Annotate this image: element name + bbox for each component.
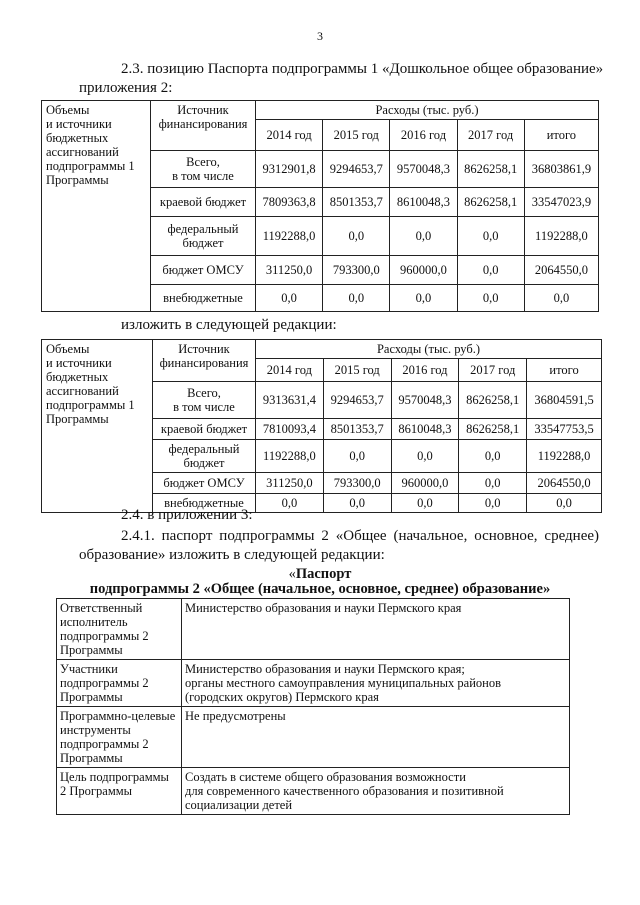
- row-label: бюджет ОМСУ: [153, 473, 256, 494]
- cell-value: 0,0: [390, 285, 457, 312]
- opening-quote: «: [288, 566, 296, 582]
- passport-value: Министерство образования и науки Пермского края: [182, 599, 570, 660]
- cell-value: 7809363,8: [256, 188, 323, 217]
- passport-key: Участники подпрограммы 2 Программы: [57, 660, 182, 707]
- cell-value: 311250,0: [256, 473, 324, 494]
- year-header: 2016 год: [391, 359, 459, 382]
- cell-value: 8501353,7: [323, 188, 390, 217]
- expenses-header: Расходы (тыс. руб.): [256, 101, 599, 120]
- cell-value: 793300,0: [323, 256, 390, 285]
- cell-value: 9312901,8: [256, 151, 323, 188]
- passport-table: [56, 598, 570, 815]
- section-2-4-1-line-1: 2.4.1. паспорт подпрограммы 2 «Общее (начальное, основное, среднее): [121, 528, 599, 544]
- cell-value: 0,0: [524, 285, 598, 312]
- section-2-4: 2.4. в приложении 3:: [121, 507, 253, 523]
- section-2-4-1-line-2: образование» изложить в следующей редакции:: [79, 547, 385, 563]
- cell-value: 1192288,0: [256, 440, 324, 473]
- cell-value: 36803861,9: [524, 151, 598, 188]
- row-label: краевой бюджет: [151, 188, 256, 217]
- row-label: Всего, в том числе: [153, 382, 256, 419]
- cell-value: 8626258,1: [459, 382, 527, 419]
- passport-row: [57, 707, 570, 768]
- cell-value: 2064550,0: [524, 256, 598, 285]
- cell-value: 8610048,3: [390, 188, 457, 217]
- cell-value: 0,0: [323, 440, 391, 473]
- source-header: Источник финансирования: [153, 340, 256, 382]
- cell-value: 9313631,4: [256, 382, 324, 419]
- passport-title-line-2: подпрограммы 2 «Общее (начальное, основное, среднее) образование»: [89, 581, 551, 597]
- table-meta-label: Объемы и источники бюджетных ассигнований подпрограммы 1 Программы: [42, 101, 151, 312]
- cell-value: 9570048,3: [391, 382, 459, 419]
- passport-title: [0, 566, 640, 582]
- passport-value: Не предусмотрены: [182, 707, 570, 768]
- cell-value: 1192288,0: [256, 217, 323, 256]
- cell-value: 0,0: [256, 285, 323, 312]
- cell-value: 0,0: [323, 285, 390, 312]
- cell-value: 0,0: [457, 285, 524, 312]
- cell-value: 1192288,0: [527, 440, 602, 473]
- cell-value: 8626258,1: [459, 419, 527, 440]
- expenses-table-new: [41, 339, 602, 513]
- passport-key: Ответственный исполнитель подпрограммы 2 Программы: [57, 599, 182, 660]
- row-label: бюджет ОМСУ: [151, 256, 256, 285]
- expenses-table-old: [41, 100, 599, 312]
- year-header: 2017 год: [459, 359, 527, 382]
- cell-value: 311250,0: [256, 256, 323, 285]
- cell-value: 33547023,9: [524, 188, 598, 217]
- row-label: федеральный бюджет: [151, 217, 256, 256]
- cell-value: 0,0: [527, 494, 602, 513]
- cell-value: 960000,0: [390, 256, 457, 285]
- passport-key: Цель подпрограммы 2 Программы: [57, 768, 182, 815]
- cell-value: 8610048,3: [391, 419, 459, 440]
- header-row: [42, 101, 599, 120]
- passport-title-line-1: Паспорт: [295, 566, 352, 582]
- year-header: 2014 год: [256, 359, 324, 382]
- row-label: краевой бюджет: [153, 419, 256, 440]
- row-label: федеральный бюджет: [153, 440, 256, 473]
- cell-value: 0,0: [459, 473, 527, 494]
- passport-value: Министерство образования и науки Пермского края; органы местного самоуправления муниципальных районов (городских округов) Пермского края: [182, 660, 570, 707]
- cell-value: 0,0: [390, 217, 457, 256]
- cell-value: 9294653,7: [323, 382, 391, 419]
- year-header: итого: [527, 359, 602, 382]
- cell-value: 33547753,5: [527, 419, 602, 440]
- row-label: внебюджетные: [151, 285, 256, 312]
- cell-value: 8626258,1: [457, 151, 524, 188]
- cell-value: 0,0: [459, 440, 527, 473]
- cell-value: 793300,0: [323, 473, 391, 494]
- cell-value: 7810093,4: [256, 419, 324, 440]
- replace-text: изложить в следующей редакции:: [121, 317, 337, 333]
- year-header: итого: [524, 120, 598, 151]
- expenses-header: Расходы (тыс. руб.): [256, 340, 602, 359]
- intro-line-1: 2.3. позицию Паспорта подпрограммы 1 «Дошкольное общее образование»: [121, 61, 604, 77]
- page-number: 3: [317, 29, 323, 43]
- cell-value: 1192288,0: [524, 217, 598, 256]
- cell-value: 0,0: [256, 494, 324, 513]
- passport-key: Программно-целевые инструменты подпрограммы 2 Программы: [57, 707, 182, 768]
- row-label: внебюджетные: [153, 494, 256, 513]
- year-header: 2017 год: [457, 120, 524, 151]
- cell-value: 8626258,1: [457, 188, 524, 217]
- cell-value: 9294653,7: [323, 151, 390, 188]
- year-header: 2015 год: [323, 359, 391, 382]
- year-header: 2016 год: [390, 120, 457, 151]
- source-header: Источник финансирования: [151, 101, 256, 151]
- cell-value: 0,0: [457, 217, 524, 256]
- intro-line-2: приложения 2:: [79, 80, 173, 96]
- cell-value: 960000,0: [391, 473, 459, 494]
- passport-row: [57, 599, 570, 660]
- year-header: 2015 год: [323, 120, 390, 151]
- cell-value: 0,0: [391, 494, 459, 513]
- cell-value: 8501353,7: [323, 419, 391, 440]
- cell-value: 2064550,0: [527, 473, 602, 494]
- cell-value: 0,0: [323, 494, 391, 513]
- header-row: [42, 340, 602, 359]
- table-meta-label: Объемы и источники бюджетных ассигнований подпрограммы 1 Программы: [42, 340, 153, 513]
- cell-value: 0,0: [391, 440, 459, 473]
- cell-value: 0,0: [459, 494, 527, 513]
- cell-value: 36804591,5: [527, 382, 602, 419]
- passport-row: [57, 660, 570, 707]
- row-label: Всего, в том числе: [151, 151, 256, 188]
- cell-value: 9570048,3: [390, 151, 457, 188]
- cell-value: 0,0: [323, 217, 390, 256]
- cell-value: 0,0: [457, 256, 524, 285]
- passport-row: [57, 768, 570, 815]
- year-header: 2014 год: [256, 120, 323, 151]
- passport-value: Создать в системе общего образования возможности для современного качественного образования и позитивной социализации детей: [182, 768, 570, 815]
